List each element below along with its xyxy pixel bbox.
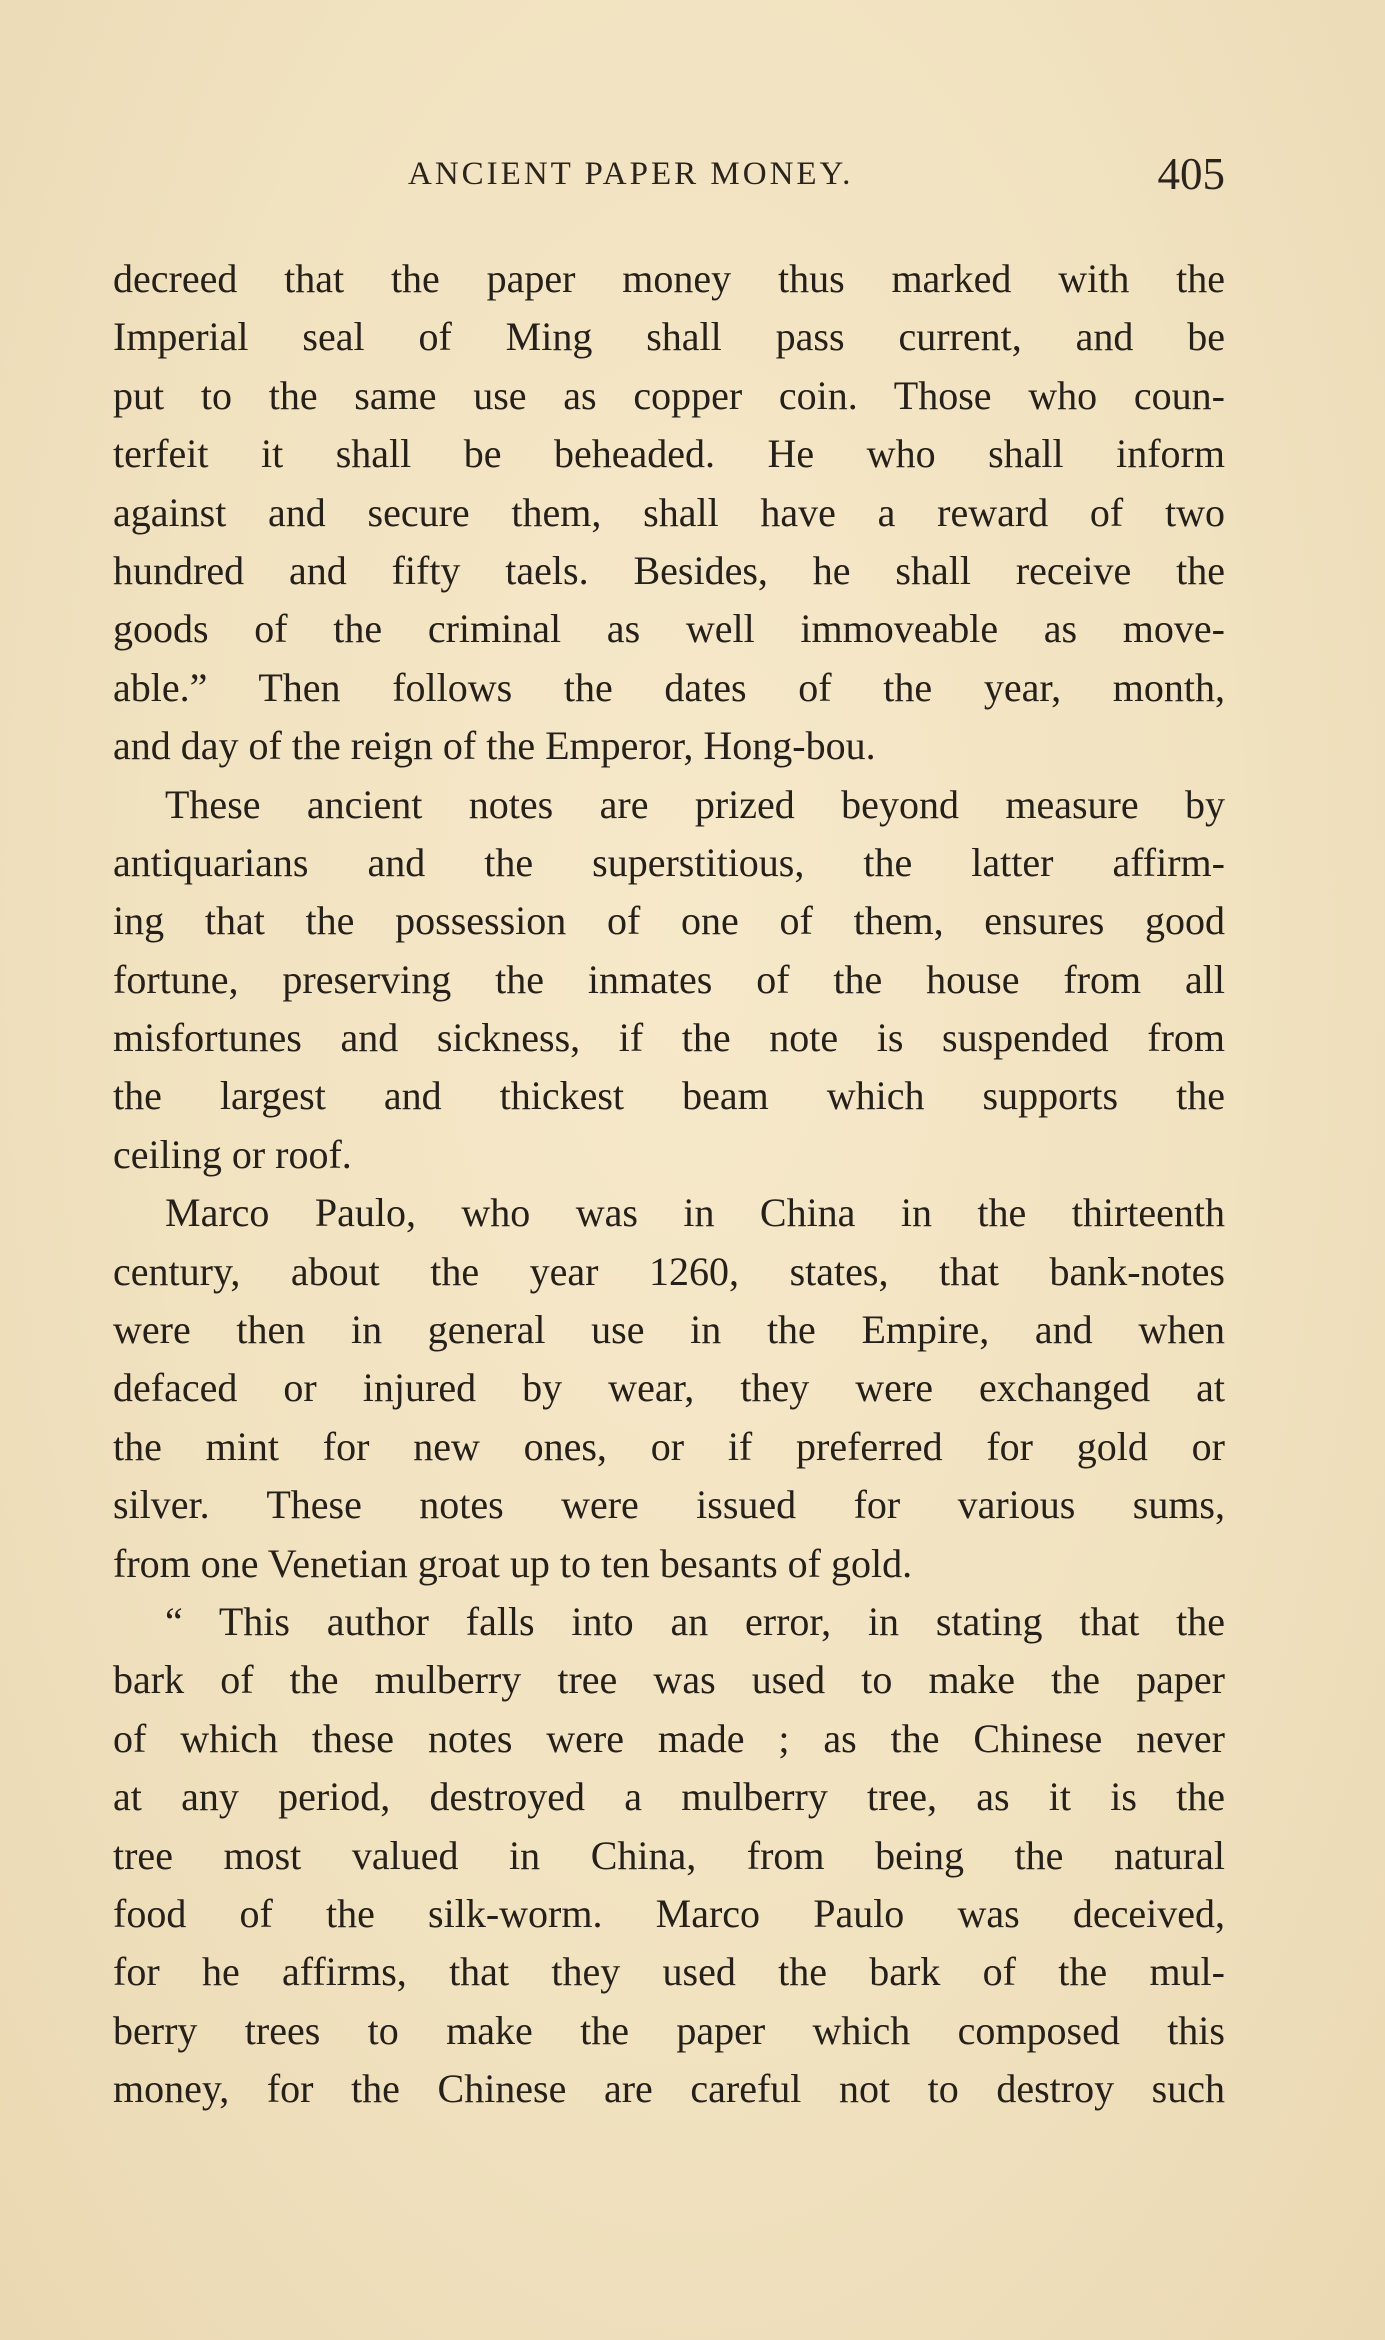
text-line: and day of the reign of the Emperor, Hong-bou. bbox=[113, 723, 876, 769]
running-title: ANCIENT PAPER MONEY. bbox=[408, 156, 854, 192]
text-line: “ This author falls into an error, in stating that the bbox=[165, 1598, 1225, 1644]
text-line: decreed that the paper money thus marked with the bbox=[113, 256, 1225, 301]
text-line: from one Venetian groat up to ten besants of gold. bbox=[113, 1540, 913, 1586]
page-number: 405 bbox=[1157, 149, 1225, 199]
text-line: against and secure them, shall have a reward of two bbox=[113, 489, 1225, 535]
text-line: able.” Then follows the dates of the year, month, bbox=[113, 664, 1225, 710]
text-line: tree most valued in China, from being the natural bbox=[113, 1832, 1225, 1878]
text-line: ing that the possession of one of them, ensures good bbox=[113, 898, 1225, 944]
text-line: misfortunes and sickness, if the note is suspended from bbox=[113, 1015, 1225, 1061]
text-line: at any period, destroyed a mulberry tree, as it is the bbox=[113, 1774, 1225, 1820]
text-line: bark of the mulberry tree was used to make the paper bbox=[113, 1657, 1225, 1703]
text-line: goods of the criminal as well immoveable as move- bbox=[113, 606, 1225, 652]
body-text bbox=[113, 250, 1225, 2119]
text-line: century, about the year 1260, states, that bank-notes bbox=[113, 1248, 1225, 1294]
text-line: fortune, preserving the inmates of the house from all bbox=[113, 956, 1225, 1002]
text-line: food of the silk-worm. Marco Paulo was deceived, bbox=[113, 1890, 1225, 1936]
text-line: of which these notes were made ; as the Chinese never bbox=[113, 1715, 1225, 1761]
text-line: berry trees to make the paper which composed this bbox=[113, 2007, 1225, 2053]
text-line: the largest and thickest beam which supports the bbox=[113, 1073, 1225, 1119]
text-line: ceiling or roof. bbox=[113, 1131, 352, 1177]
text-line: money, for the Chinese are careful not to destroy such bbox=[113, 2066, 1225, 2112]
text-line: were then in general use in the Empire, and when bbox=[113, 1307, 1225, 1353]
running-head bbox=[113, 148, 1225, 208]
text-line: put to the same use as copper coin. Those who coun- bbox=[113, 372, 1225, 418]
text-line: for he affirms, that they used the bark of the mul- bbox=[113, 1949, 1225, 1995]
text-line: the mint for new ones, or if preferred for gold or bbox=[113, 1423, 1225, 1469]
text-line: hundred and fifty taels. Besides, he shall receive the bbox=[113, 547, 1225, 593]
text-line: terfeit it shall be beheaded. He who shall inform bbox=[113, 431, 1225, 477]
text-line: These ancient notes are prized beyond measure by bbox=[165, 781, 1225, 827]
text-line: Marco Paulo, who was in China in the thirteenth bbox=[165, 1190, 1225, 1236]
text-line: silver. These notes were issued for various sums, bbox=[113, 1482, 1225, 1528]
text-line: Imperial seal of Ming shall pass current, and be bbox=[113, 314, 1225, 360]
text-line: defaced or injured by wear, they were exchanged at bbox=[113, 1365, 1225, 1411]
text-line: antiquarians and the superstitious, the latter affirm- bbox=[113, 839, 1225, 885]
